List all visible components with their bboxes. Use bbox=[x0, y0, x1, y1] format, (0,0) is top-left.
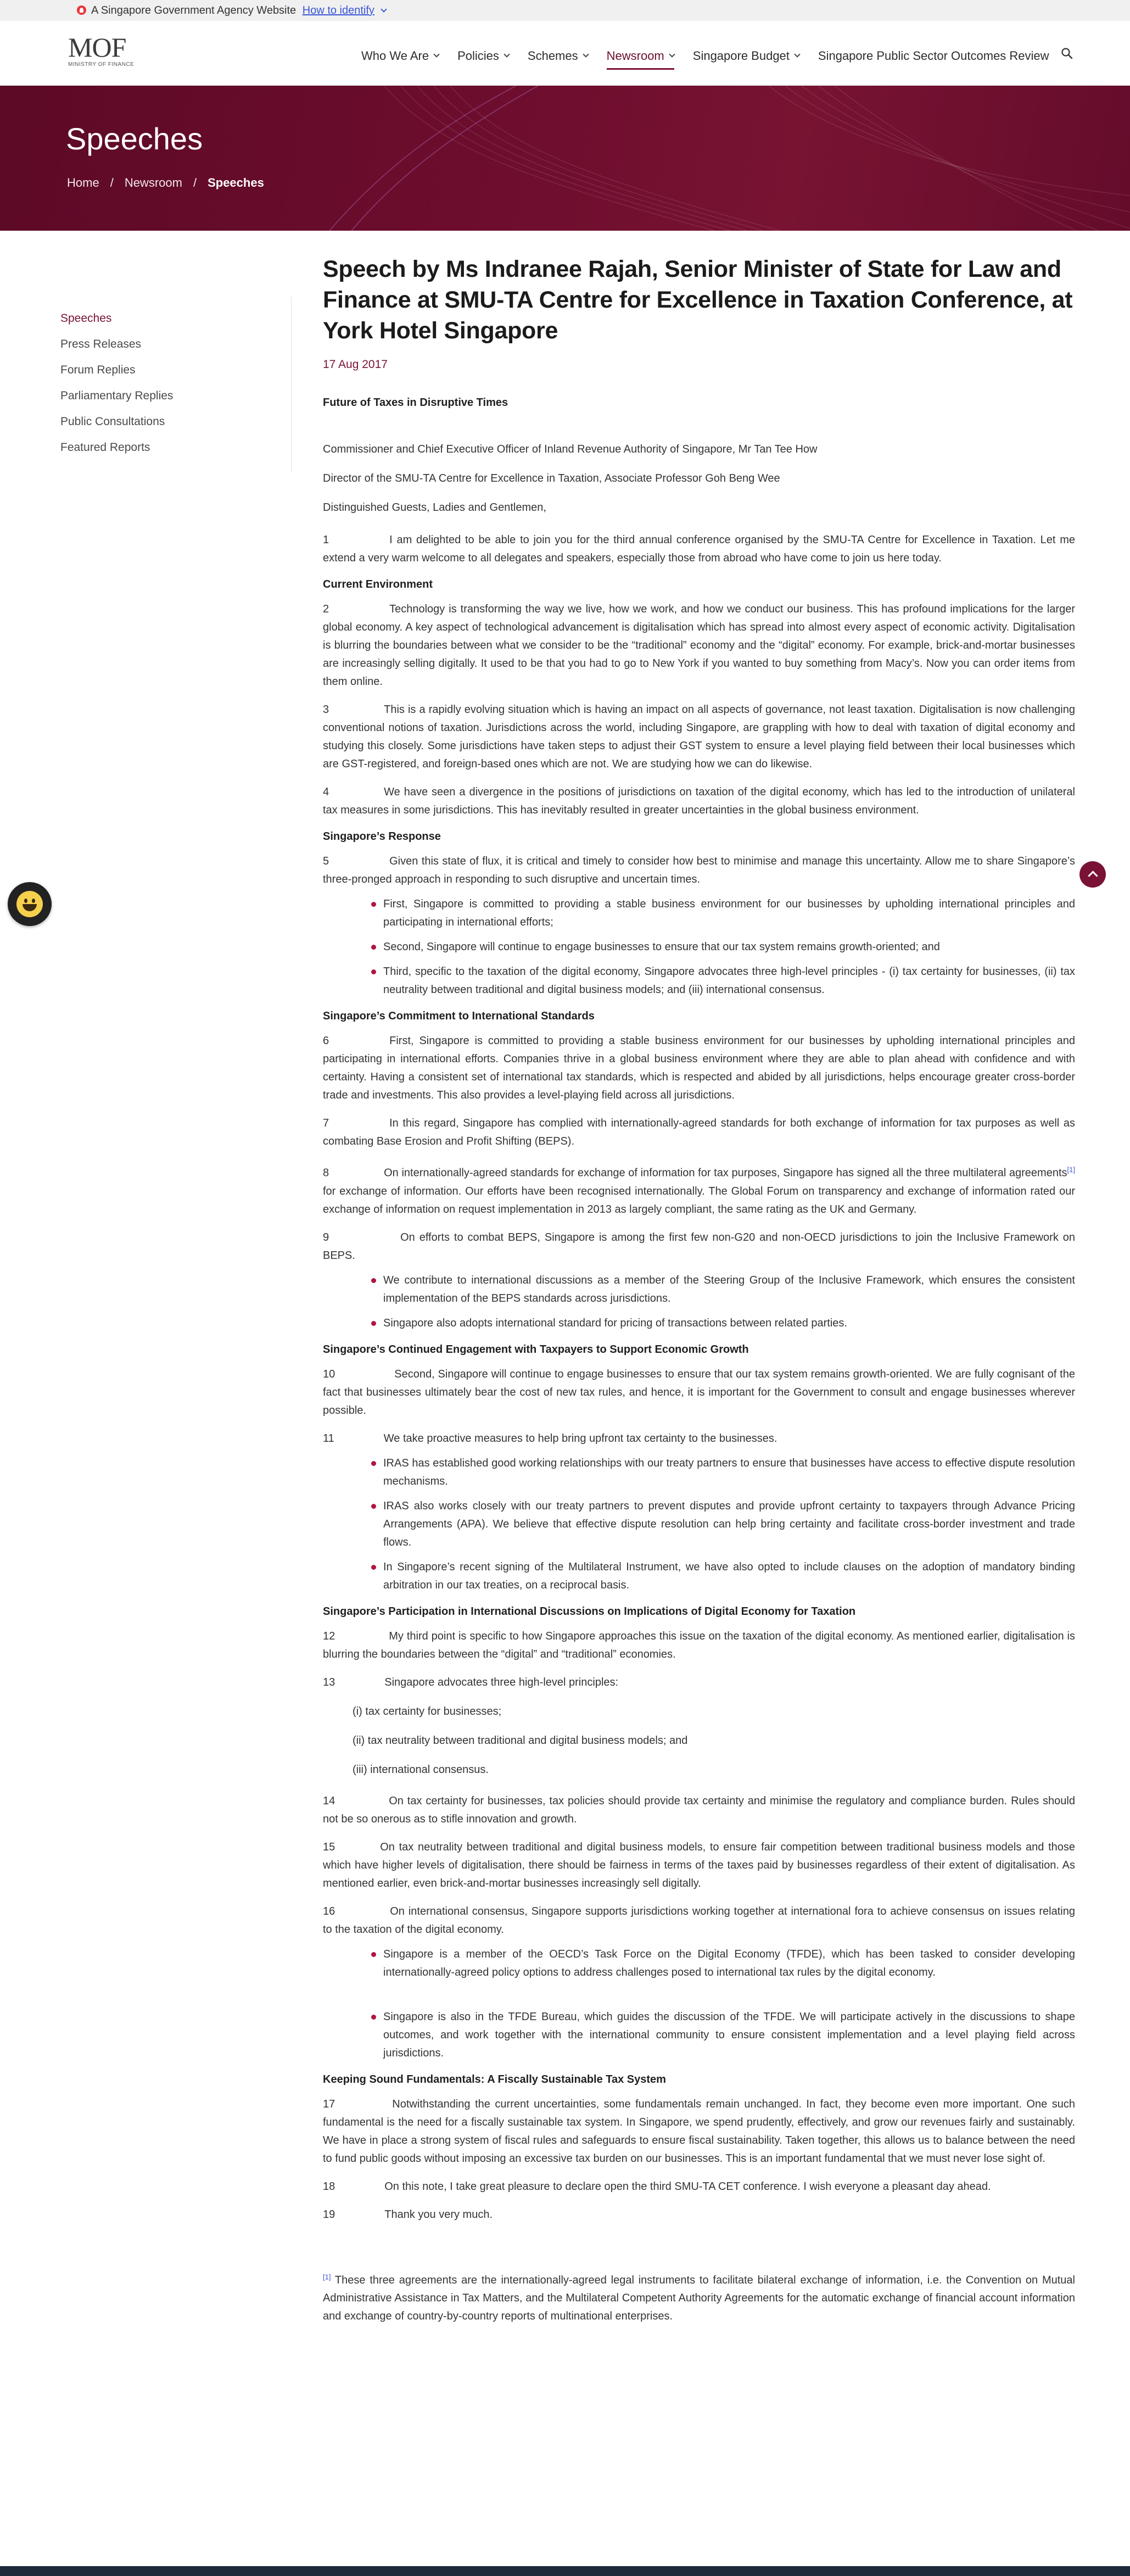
paragraph-17: 17 Notwithstanding the current uncertainties, some fundamentals remain unchanged. In fact, they become even more important. One such fundamental is the need for a fiscally sustainable tax system. In Singapore, we spend prudently, effectively, and grow our revenues fairly and sustainably. We have in place a strong system of fiscal rules and safeguards to ensure fiscal sustainability. Taken together, this allows us to balance between the need to fund public goods without imposing an excessive tax burden on our businesses. This is an important fundamental that we must never lose sight of. bbox=[323, 2098, 1075, 2165]
principle-item: (i) tax certainty for businesses; bbox=[353, 1705, 502, 1718]
list-item: In Singapore’s recent signing of the Multilateral Instrument, we have also opted to include clauses on the adoption of mandatory binding arbitration in our tax treaties, on a reciprocal basis. bbox=[383, 1558, 1075, 1594]
paragraph-number: 16 bbox=[323, 1905, 335, 1917]
paragraph-number: 4 bbox=[323, 786, 329, 798]
list-item: IRAS also works closely with our treaty partners to prevent disputes and provide upfront certainty to taxpayers through Advance Pricing Arrangements (APA). We believe that effective dispute resolution can help bring certainty and facilitate cross-border investment and trade flows. bbox=[383, 1497, 1075, 1552]
section-heading: Singapore’s Participation in International Discussions on Implications of Digital Economy for Taxation bbox=[323, 1605, 856, 1618]
nav-who-we-are[interactable]: Who We Are bbox=[361, 49, 439, 63]
footer-edge bbox=[0, 2566, 1130, 2576]
speech-subtitle: Future of Taxes in Disruptive Times bbox=[323, 397, 508, 409]
paragraph-number: 10 bbox=[323, 1368, 335, 1380]
breadcrumb-current: Speeches bbox=[208, 176, 264, 189]
paragraph-2: 2 Technology is transforming the way we live, how we work, and how we conduct our business. This has profound implications for the larger global economy. A key aspect of technological advancement is digitalisation which has spread into almost every aspect of economic activity. Digitalisation is blurring the boundaries between what we consider to be the “traditional” economy and the “digital” economy. For example, brick-and-mortar businesses are increasingly selling digitally. It used to be that you had to go to New York if you wanted to buy something from Macy’s. Now you can order items from them online. bbox=[323, 603, 1075, 688]
paragraph-number: 5 bbox=[323, 855, 329, 867]
paragraph-number: 1 bbox=[323, 534, 329, 546]
list-item: First, Singapore is committed to providing a stable business environment for our businesses by upholding international principles and participating in international efforts; bbox=[383, 895, 1075, 932]
chevron-down-icon bbox=[583, 51, 589, 57]
bullet-list bbox=[383, 1272, 1075, 1332]
section-heading: Singapore’s Commitment to International Standards bbox=[323, 1010, 595, 1022]
chevron-down-icon bbox=[669, 51, 675, 57]
paragraph-9: 9 On efforts to combat BEPS, Singapore is among the first few non-G20 and non-OECD jurisdictions to join the Inclusive Framework on BEPS. bbox=[323, 1231, 1075, 1262]
paragraph-number: 3 bbox=[323, 704, 329, 716]
principle-item: (iii) international consensus. bbox=[353, 1763, 489, 1776]
how-to-identify-link[interactable]: How to identify bbox=[302, 4, 374, 16]
paragraph-number: 15 bbox=[323, 1841, 335, 1853]
chevron-down-icon[interactable] bbox=[381, 6, 387, 12]
article-title: Speech by Ms Indranee Rajah, Senior Minister of State for Law and Finance at SMU-TA Centre for Excellence in Taxation Conference, at York Hotel Singapore bbox=[323, 256, 1073, 344]
paragraph-number: 11 bbox=[323, 1432, 334, 1445]
paragraph-10: 10 Second, Singapore will continue to engage businesses to ensure that our tax system remains growth-oriented. We are fully cognisant of the fact that businesses ultimately bear the cost of new tax rules, and hence, it is important for the Government to consult and engage businesses wherever possible. bbox=[323, 1368, 1075, 1417]
paragraph-number: 12 bbox=[323, 1630, 335, 1642]
paragraph-1: 1 I am delighted to be able to join you for the third annual conference organised by the SMU-TA Centre for Excellence in Taxation. Let me extend a very warm welcome to all delegates and speakers, especially those from abroad who have come to join us here today. bbox=[323, 534, 1075, 564]
back-to-top-button[interactable] bbox=[1079, 861, 1106, 888]
nav-newsroom[interactable]: Newsroom bbox=[607, 49, 674, 63]
section-heading: Current Environment bbox=[323, 578, 433, 590]
nav-singapore-budget[interactable]: Singapore Budget bbox=[693, 49, 799, 63]
feedback-smiley-button[interactable] bbox=[8, 882, 52, 926]
paragraph-5: 5 Given this state of flux, it is critical and timely to consider how best to minimise and manage this uncertainty. Allow me to share Singapore’s three-pronged approach in responding to such disruptive and uncertain times. bbox=[323, 855, 1075, 885]
article bbox=[323, 254, 1075, 2326]
paragraph-number: 8 bbox=[323, 1167, 329, 1179]
breadcrumb-newsroom[interactable]: Newsroom bbox=[124, 176, 182, 189]
salutation: Commissioner and Chief Executive Officer of Inland Revenue Authority of Singapore, Mr Tan Tee How bbox=[323, 443, 818, 455]
bullet-list bbox=[383, 1454, 1075, 1594]
paragraph-number: 19 bbox=[323, 2208, 335, 2221]
sidebar-item-public-consultations[interactable]: Public Consultations bbox=[60, 415, 165, 428]
list-item: Singapore is also in the TFDE Bureau, which guides the discussion of the TFDE. We will participate actively in the discussions to shape outcomes, and work together with the international community to ensure consistent implementation and a level playing field across jurisdictions. bbox=[383, 2008, 1075, 2062]
paragraph-number: 14 bbox=[323, 1794, 335, 1807]
mof-logo[interactable]: MOF MINISTRY OF FINANCE bbox=[68, 32, 135, 68]
lion-head-icon bbox=[77, 5, 86, 15]
sidebar-item-press-releases[interactable]: Press Releases bbox=[60, 338, 142, 350]
paragraph-3: 3 This is a rapidly evolving situation which is having an impact on all aspects of governance, not least taxation. Digitalisation is now challenging conventional notions of taxation. Jurisdictions across the world, including Singapore, are grappling with how to deal with taxation of digital economy and studying this closely. Some jurisdictions have taken steps to adjust their GST system to ensure a level playing field between their local businesses which are GST-registered, and foreign-based ones which are not. We are studying how we can do likewise. bbox=[323, 704, 1075, 770]
main-nav bbox=[361, 45, 1068, 67]
page-hero-banner bbox=[0, 86, 1130, 231]
gov-masthead-text: A Singapore Government Agency Website How to identify bbox=[91, 4, 386, 17]
footnote-anchor-link[interactable]: [1] bbox=[323, 2272, 331, 2281]
salutation: Director of the SMU-TA Centre for Excellence in Taxation, Associate Professor Goh Beng Wee bbox=[323, 472, 780, 484]
page-title: Speeches bbox=[66, 121, 203, 156]
nav-schemes[interactable]: Schemes bbox=[528, 49, 588, 63]
footnote-ref-link[interactable]: [1] bbox=[1067, 1166, 1075, 1174]
sidebar-item-parliamentary-replies[interactable]: Parliamentary Replies bbox=[60, 389, 174, 402]
list-item: IRAS has established good working relationships with our treaty partners to ensure that businesses have access to effective dispute resolution mechanisms. bbox=[383, 1454, 1075, 1491]
breadcrumb-home[interactable]: Home bbox=[67, 176, 99, 189]
article-date: 17 Aug 2017 bbox=[323, 358, 388, 371]
list-item: Second, Singapore will continue to engage businesses to ensure that our tax system remains growth-oriented; and bbox=[383, 938, 1075, 956]
paragraph-number: 18 bbox=[323, 2180, 335, 2193]
paragraph-13: 13 Singapore advocates three high-level principles: bbox=[323, 1676, 619, 1688]
paragraph-11: 11 We take proactive measures to help bring upfront tax certainty to the businesses. bbox=[323, 1432, 777, 1445]
list-item: Third, specific to the taxation of the digital economy, Singapore advocates three high-level principles - (i) tax certainty for businesses, (ii) tax neutrality between traditional and digital business models; and (iii) international consensus. bbox=[383, 963, 1075, 999]
section-heading: Singapore’s Continued Engagement with Taxpayers to Support Economic Growth bbox=[323, 1343, 749, 1356]
sidebar-nav bbox=[60, 305, 291, 460]
paragraph-number: 9 bbox=[323, 1231, 329, 1244]
paragraph-16: 16 On international consensus, Singapore supports jurisdictions working together at international fora to achieve consensus on issues relating to the taxation of the digital economy. bbox=[323, 1905, 1075, 1936]
chevron-down-icon bbox=[504, 51, 510, 57]
paragraph-7: 7 In this regard, Singapore has complied with internationally-agreed standards for both exchange of information for tax purposes as well as combating Base Erosion and Profit Shifting (BEPS). bbox=[323, 1117, 1075, 1147]
footnote: [1] These three agreements are the internationally-agreed legal instruments to facilitate bilateral exchange of information, i.e. the Convention on Mutual Administrative Assistance in Tax Matters, and the Multilateral Competent Authority Agreements for the automatic exchange of financial account information and exchange of country-by-country reports of multinational enterprises. bbox=[323, 2272, 1075, 2323]
bullet-list bbox=[383, 1945, 1075, 2062]
principle-item: (ii) tax neutrality between traditional and digital business models; and bbox=[353, 1734, 688, 1747]
paragraph-number: 2 bbox=[323, 603, 329, 615]
paragraph-14: 14 On tax certainty for businesses, tax policies should provide tax certainty and minimise the regulatory and compliance burden. Rules should not be so onerous as to stifle innovation and growth. bbox=[323, 1794, 1075, 1825]
decorative-wave-lines bbox=[0, 86, 1130, 231]
nav-policies[interactable]: Policies bbox=[457, 49, 509, 63]
list-item: We contribute to international discussions as a member of the Steering Group of the Inclusive Framework, which ensures the consistent implementation of the BEPS standards across jurisdictions. bbox=[383, 1272, 1075, 1308]
section-heading: Singapore’s Response bbox=[323, 830, 441, 843]
paragraph-number: 13 bbox=[323, 1676, 335, 1688]
section-heading: Keeping Sound Fundamentals: A Fiscally Sustainable Tax System bbox=[323, 2073, 666, 2086]
paragraph-18: 18 On this note, I take great pleasure to declare open the third SMU-TA CET conference. I wish everyone a pleasant day ahead. bbox=[323, 2180, 991, 2193]
bullet-list bbox=[383, 895, 1075, 999]
list-item: Singapore also adopts international standard for pricing of transactions between related parties. bbox=[383, 1314, 1075, 1332]
site-header bbox=[0, 21, 1130, 86]
paragraph-12: 12 My third point is specific to how Singapore approaches this issue on the taxation of the digital economy. As mentioned earlier, digitalisation is blurring the boundaries between the “digital” and “traditional” economies. bbox=[323, 1630, 1075, 1660]
paragraph-number: 17 bbox=[323, 2098, 335, 2110]
sidebar-item-featured-reports[interactable]: Featured Reports bbox=[60, 441, 150, 454]
sidebar-item-speeches[interactable]: Speeches bbox=[60, 312, 112, 325]
sidebar-divider bbox=[291, 297, 292, 472]
list-item: Singapore is a member of the OECD’s Task Force on the Digital Economy (TFDE), which has been tasked to consider developing internationally-agreed policy options to address challenges posed to international tax rules by the digital economy. bbox=[383, 1945, 1075, 1982]
paragraph-number: 6 bbox=[323, 1035, 329, 1047]
sidebar-item-forum-replies[interactable]: Forum Replies bbox=[60, 364, 136, 376]
chevron-down-icon bbox=[794, 51, 800, 57]
paragraph-19: 19 Thank you very much. bbox=[323, 2208, 493, 2221]
gov-masthead bbox=[0, 0, 1130, 21]
breadcrumb: Home / Newsroom / Speeches bbox=[67, 176, 264, 189]
paragraph-number: 7 bbox=[323, 1117, 329, 1129]
paragraph-15: 15 On tax neutrality between traditional and digital business models, to ensure fair competition between traditional business models and those which have higher levels of digitalisation, there should be fairness in terms of the taxes paid by businesses regardless of their extent of digitalisation. As mentioned earlier, even brick-and-mortar businesses increasingly sell digitally. bbox=[323, 1841, 1075, 1889]
paragraph-4: 4 We have seen a divergence in the positions of jurisdictions on taxation of the digital economy, which has led to the introduction of unilateral tax measures in some jurisdictions. This has inevitably resulted in greater uncertainties in the global business environment. bbox=[323, 786, 1075, 816]
paragraph-6: 6 First, Singapore is committed to providing a stable business environment for our businesses by upholding international principles and participating in international efforts. Companies thrive in a global business environment where they are able to plan ahead with confidence and with certainty. Having a consistent set of international tax standards, which is respected and abided by all jurisdictions, helps encourage greater cross-border trade and investments. This also provides a level-playing field across all jurisdictions. bbox=[323, 1035, 1075, 1101]
smiley-feedback-icon bbox=[16, 891, 43, 917]
search-icon[interactable] bbox=[1061, 47, 1073, 59]
nav-public-sector-outcomes-review[interactable]: Singapore Public Sector Outcomes Review bbox=[818, 49, 1049, 63]
paragraph-8: 8 On internationally-agreed standards for exchange of information for tax purposes, Singapore has signed all the three multilateral agreements[1] for exchange of information. Our efforts have been recognised internationally. The Global Forum on transparency and exchange of information rated our exchange of information on request implementation in 2013 as largely compliant, the same rating as the UK and Germany. bbox=[323, 1166, 1075, 1215]
chevron-down-icon bbox=[433, 51, 439, 57]
salutation: Distinguished Guests, Ladies and Gentlemen, bbox=[323, 501, 546, 514]
